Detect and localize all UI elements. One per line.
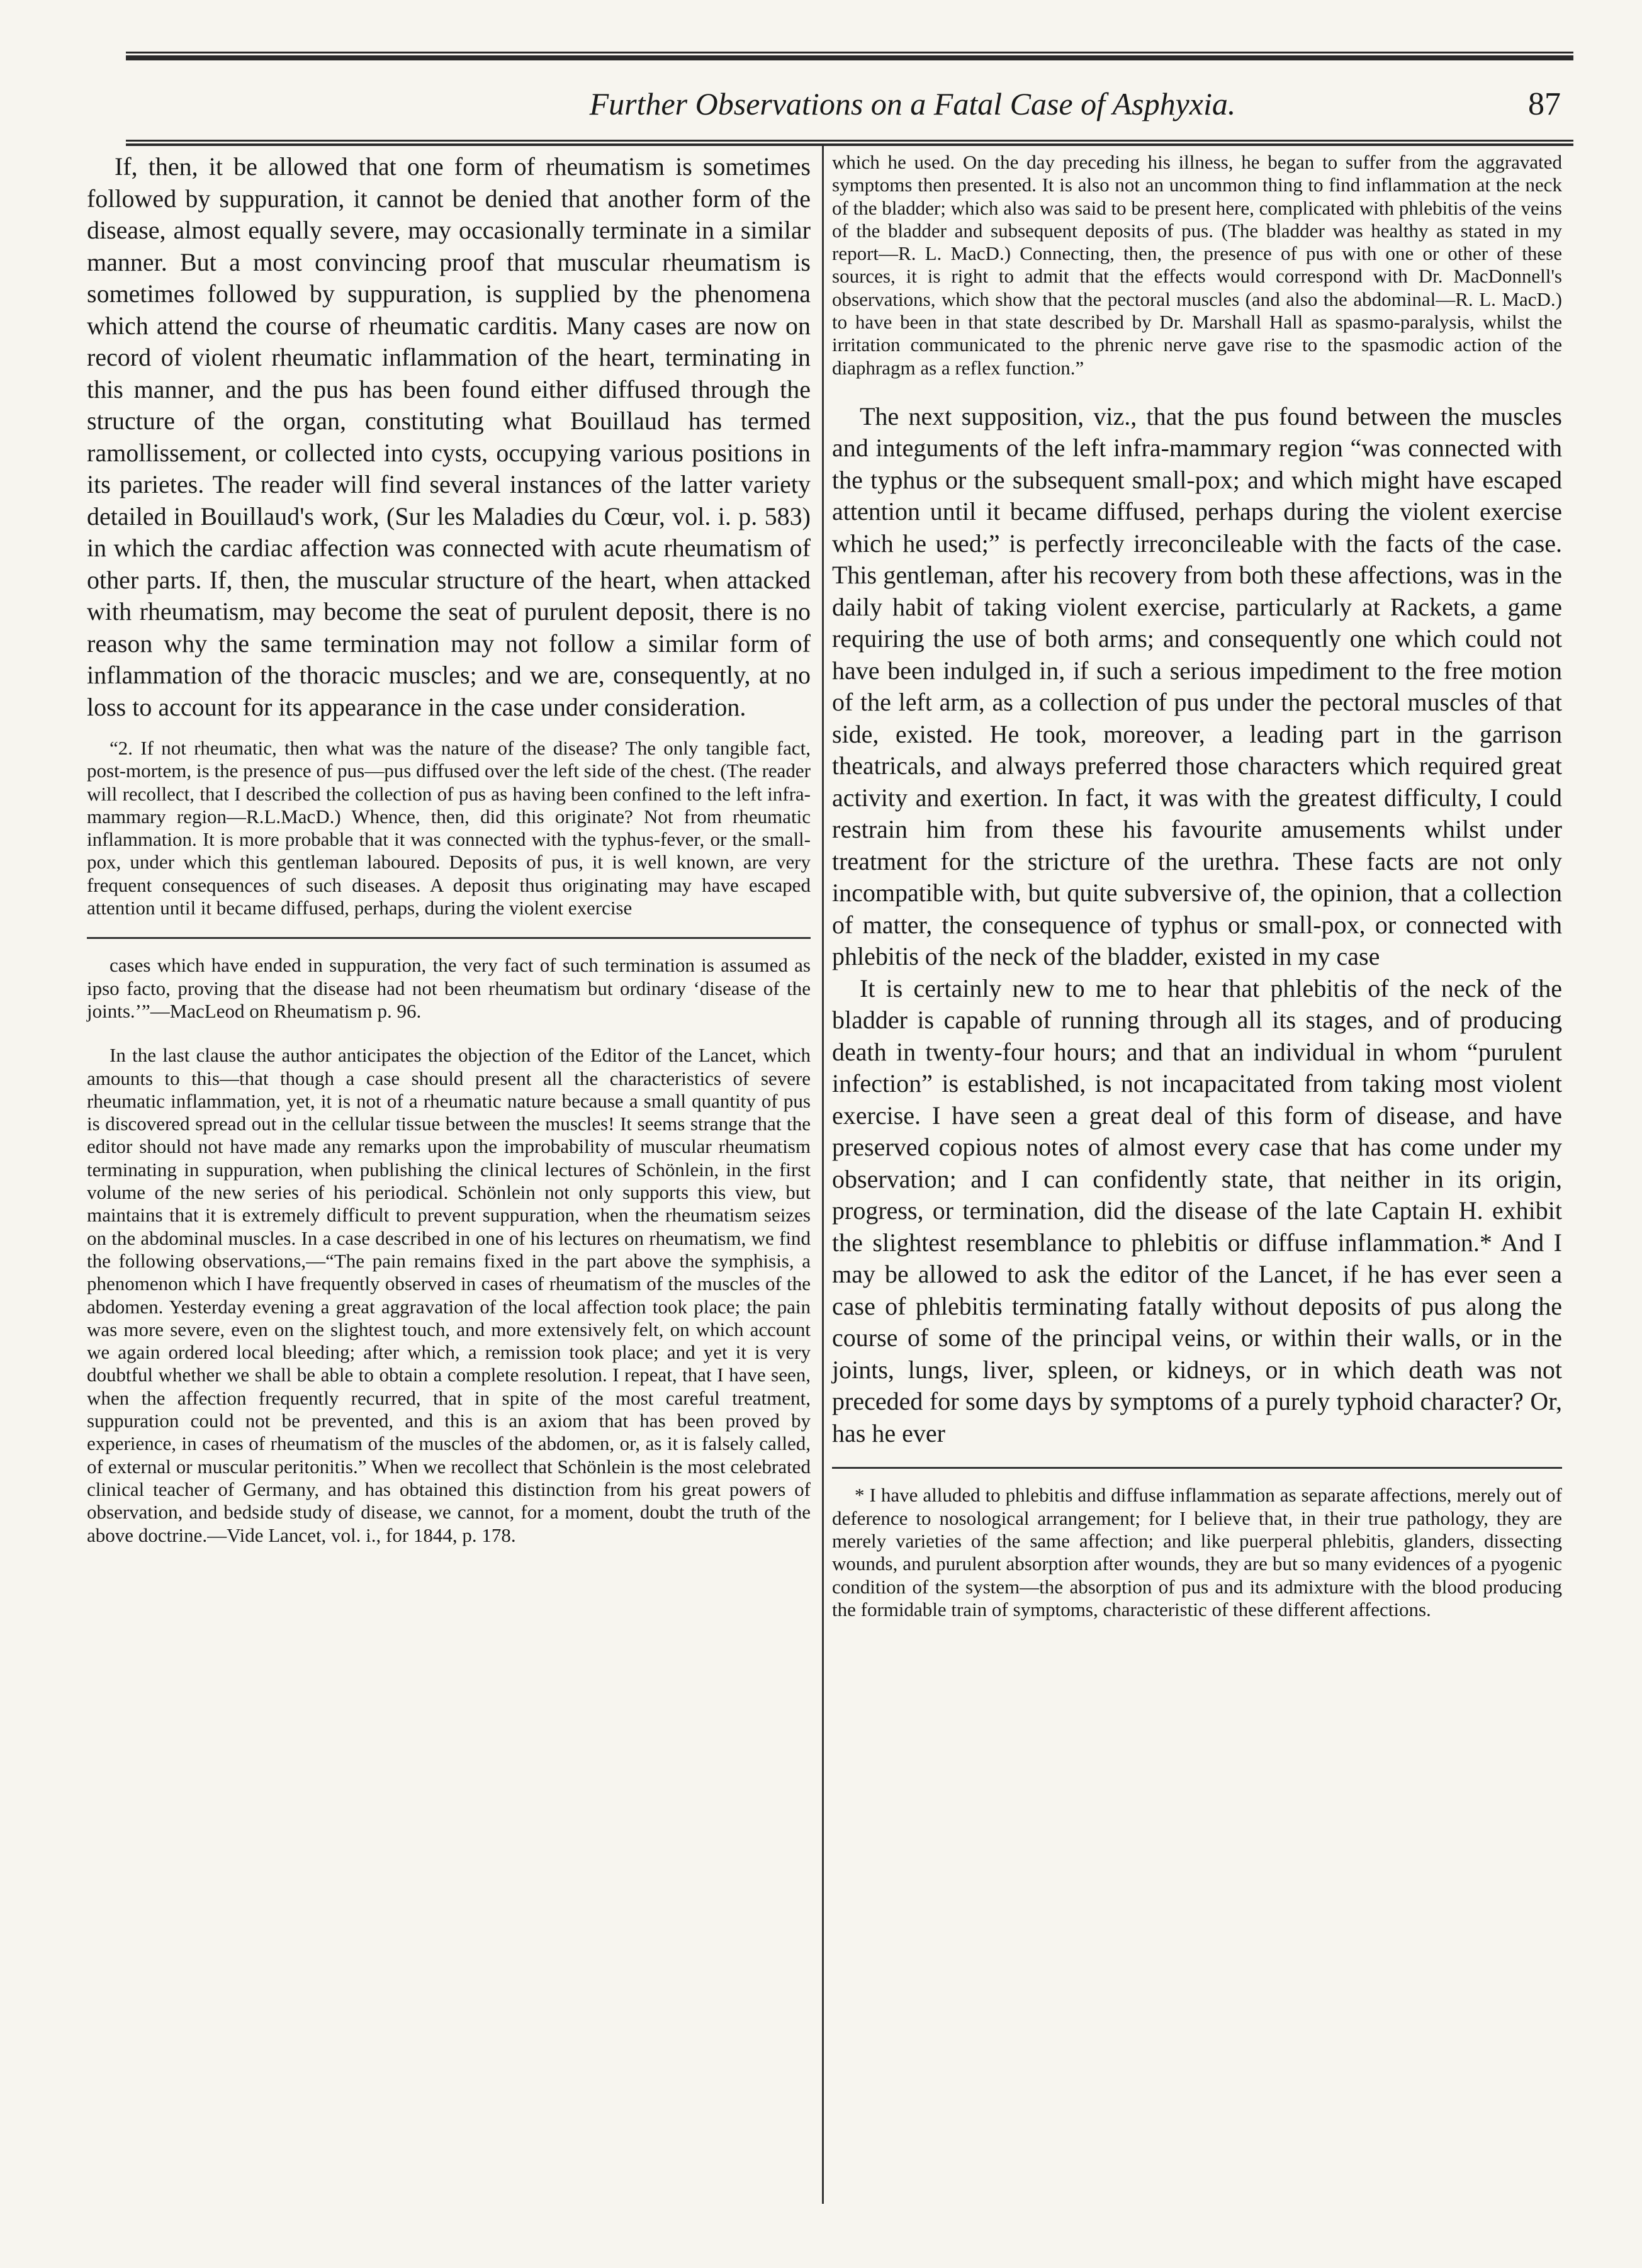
column-divider bbox=[822, 146, 824, 2204]
block-quote: “2. If not rheumatic, then what was the nature of the disease? The only tangible fact, post-mortem, is the presence of pus—pus diffused over the left side of the chest. (The reader will recollect, that I described the collection of pus as having been confined to the left infra-mammary region—R.L.MacD.) Whence, then, did this originate? Not from rheumatic inflammation. It is more probable that it was connected with the typhus-fever, or the small-pox, under which this gentleman laboured. Deposits of pus, it is well known, are very frequent consequences of such diseases. A deposit thus originating may have escaped attention until it became diffused, perhaps, during the violent exercise bbox=[87, 737, 811, 919]
body-paragraph: If, then, it be allowed that one form of rheumatism is sometimes followed by suppuration, it cannot be denied that another form of the disease, almost equally severe, may occasionally terminate in a similar manner. But a most convincing proof that muscular rheumatism is sometimes followed by suppuration, is supplied by the phenomena which attend the course of rheumatic carditis. Many cases are now on record of violent rheumatic inflammation of the heart, terminating in this manner, and the pus has been found either diffused through the structure of the organ, constituting what Bouillaud has termed ramollissement, or collected into cysts, occupying various positions in its parietes. The reader will find several instances of the latter variety detailed in Bouillaud's work, (Sur les Maladies du Cœur, vol. i. p. 583) in which the cardiac affection was connected with acute rheumatism of other parts. If, then, the muscular structure of the heart, when attacked with rheumatism, may become the seat of purulent deposit, there is no reason why the same termination may not follow a similar form of inflammation of the thoracic muscles; and we are, consequently, at no loss to account for its appearance in the case under consideration. bbox=[87, 152, 811, 721]
footnote-rule bbox=[832, 1467, 1562, 1469]
top-rule bbox=[126, 52, 1573, 60]
right-column bbox=[832, 151, 1562, 1621]
running-title: Further Observations on a Fatal Case of Asphyxia. bbox=[589, 86, 1236, 121]
body-paragraph: It is certainly new to me to hear that phlebitis of the neck of the bladder is capable of running through all its stages, and of producing death in twenty-four hours; and that an individual in whom “purulent infection” is established, is not incapacitated from taking most violent exercise. I have seen a great deal of this form of disease, and have preserved copious notes of almost every case that has come under my observation; and I can confidently state, that neither in its origin, progress, or termination, did the disease of the late Captain H. exhibit the slightest resemblance to phlebitis or diffuse inflammation.* And I may be allowed to ask the editor of the Lancet, if he has ever seen a case of phlebitis terminating fatally without deposits of pus along the course of some of the principal veins, or within their walls, or in the joints, lungs, liver, spleen, or kidneys, or in which death was not preceded for some days by symptoms of a purely typhoid character? Or, has he ever bbox=[832, 974, 1562, 1447]
note-rule bbox=[87, 937, 811, 939]
page-header bbox=[126, 74, 1573, 131]
left-column bbox=[87, 151, 811, 1547]
page-number: 87 bbox=[1528, 86, 1561, 122]
quote-continuation: which he used. On the day preceding his illness, he began to suffer from the aggravated symptoms then presented. It is also not an uncommon thing to find inflammation at the neck of the bladder; which also was said to be present here, complicated with phlebitis of the veins of the bladder and subsequent deposits of pus. (The bladder was healthy as stated in my report—R. L. MacD.) Connecting, then, the presence of pus with one or other of these sources, it is right to admit that the effects would correspond with Dr. MacDonnell's observations, which show that the pectoral muscles (and also the abdominal—R. L. MacD.) to have been in that state described by Dr. Marshall Hall as spasmo-paralysis, whilst the irritation communicated to the phrenic nerve gave rise to the spasmodic action of the diaphragm as a reflex function.” bbox=[832, 151, 1562, 379]
note-continuation: cases which have ended in suppuration, the very fact of such termination is assumed as ipso facto, proving that the disease had not been rheumatism but ordinary ‘disease of the joints.’”—MacLeod on Rheumatism p. 96. bbox=[87, 954, 811, 1022]
note-paragraph: In the last clause the author anticipates the objection of the Editor of the Lancet, which amounts to this—that though a case should present all the characteristics of severe rheumatic inflammation, yet, it is not of a rheumatic nature because a small quantity of pus is discovered spread out in the cellular tissue between the muscles! It seems strange that the editor should not have made any remarks upon the improbability of muscular rheumatism terminating in suppuration, when publishing the clinical lectures of Schönlein, in the first volume of the new series of his periodical. Schönlein not only supports this view, but maintains that it is extremely difficult to prevent suppuration, when the rheumatism seizes on the abdominal muscles. In a case described in one of his lectures on rheumatism, we find the following observations,—“The pain remains fixed in the part above the symphisis, a phenomenon which I have frequently observed in cases of rheumatism of the muscles of the abdomen. Yesterday evening a great aggravation of the local affection took place; the pain was more severe, even on the slightest touch, and more extensively felt, on which account we again ordered local bleeding; after which, a remission took place; and yet it is very doubtful whether we shall be able to obtain a complete resolution. I repeat, that I have seen, when the affection frequently recurred, that in spite of the most careful treatment, suppuration could not be prevented, and this is an axiom that has been proved by experience, in cases of rheumatism of the muscles of the abdomen, or, as it is falsely called, of external or muscular peritonitis.” When we recollect that Schönlein is the most celebrated clinical teacher of Germany, and has obtained this distinction from his great powers of observation, and bedside study of disease, we cannot, for a moment, doubt the truth of the above doctrine.—Vide Lancet, vol. i., for 1844, p. 178. bbox=[87, 1044, 811, 1546]
body-paragraph: The next supposition, viz., that the pus found between the muscles and integuments of the left infra-mammary region “was connected with the typhus or the subsequent small-pox; and which might have escaped attention until it became diffused, perhaps during the violent exercise which he used;” is perfectly irreconcileable with the facts of the case. This gentleman, after his recovery from both these affections, was in the daily habit of taking violent exercise, particularly at Rackets, a game requiring the use of both arms; and consequently one which could not have been indulged in, if such a serious impediment to the free motion of the left arm, as a collection of pus under the pectoral muscles of that side, existed. He took, moreover, a leading part in the garrison theatricals, and always preferred those characters which required great activity and exertion. In fact, it was with the greatest difficulty, I could restrain him from these his favourite amusements whilst under treatment for the stricture of the urethra. These facts are not only incompatible with, but quite subversive of, the opinion, that a collection of matter, the consequence of typhus or small-pox, or connected with phlebitis of the neck of the bladder, existed in my case bbox=[832, 401, 1562, 971]
header-rule bbox=[126, 140, 1573, 146]
footnote: * I have alluded to phlebitis and diffuse inflammation as separate affections, merely out of deference to nosological arrangement; for I believe that, in their true pathology, they are merely varieties of the same affection; and like puerperal phlebitis, glanders, dissecting wounds, and purulent absorption after wounds, they are but so many evidences of a pyogenic condition of the system—the absorption of pus and its admixture with the blood producing the formidable train of symptoms, characteristic of these different affections. bbox=[832, 1484, 1562, 1620]
